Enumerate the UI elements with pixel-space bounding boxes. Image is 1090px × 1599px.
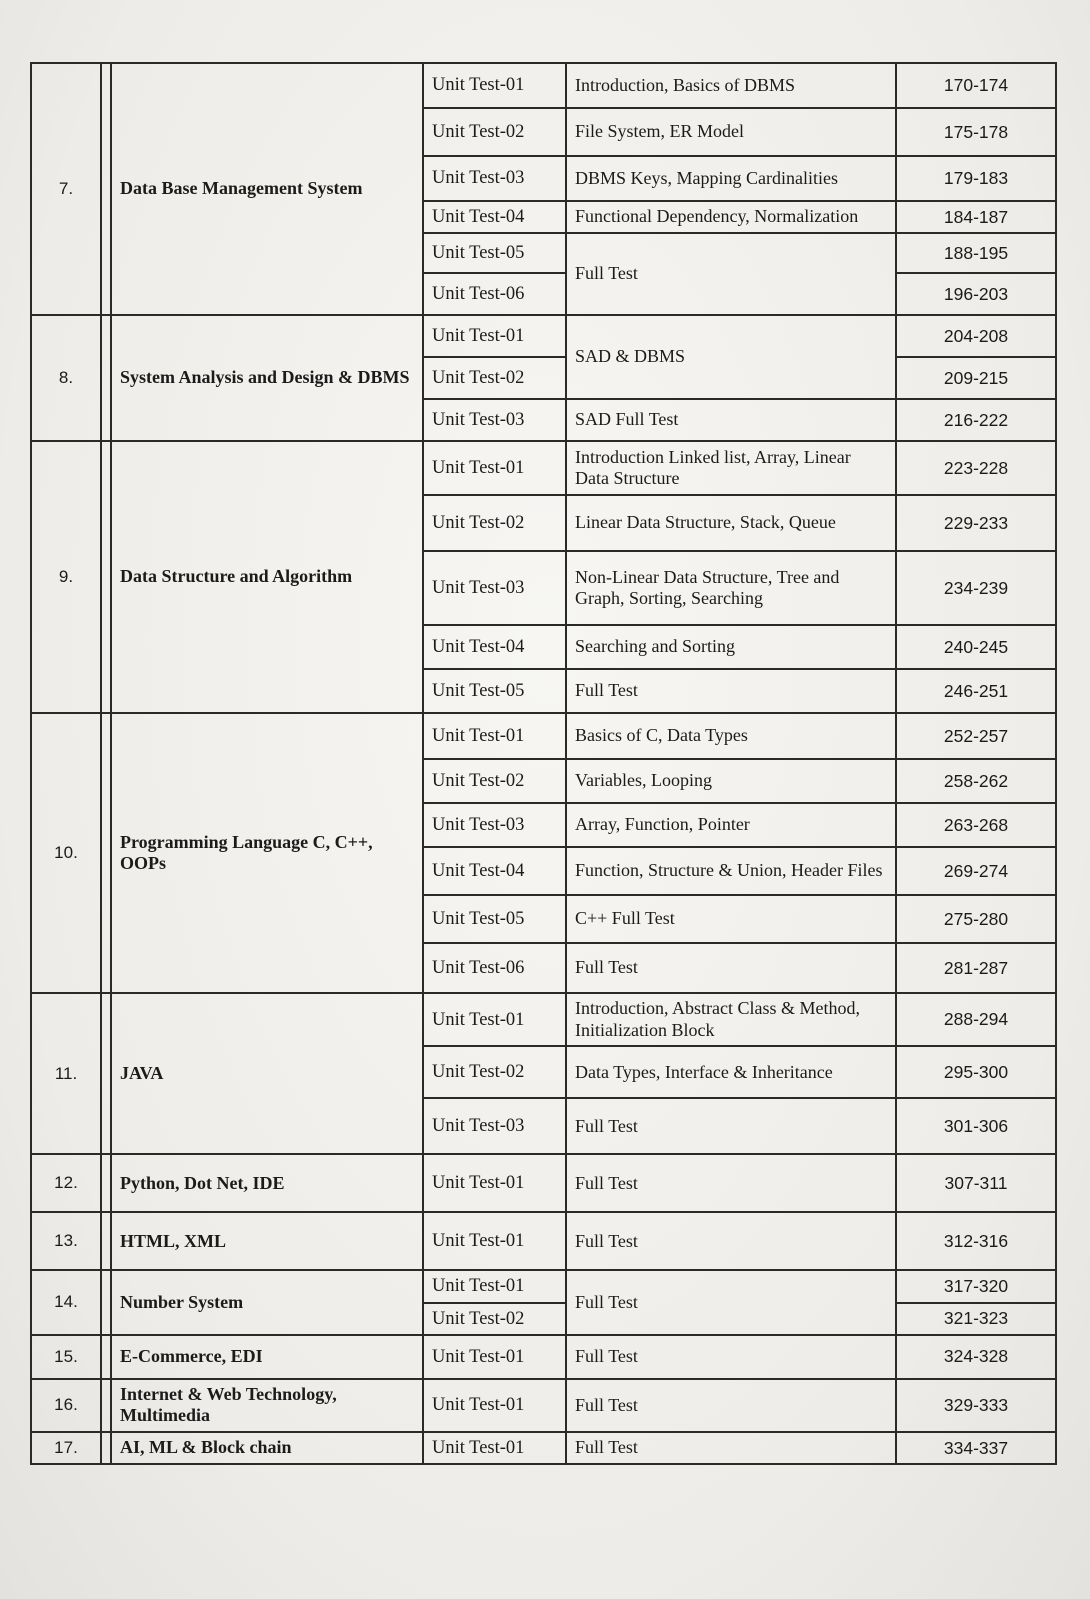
unit-test: Unit Test-01 [423, 1270, 566, 1302]
page-range: 188-195 [896, 233, 1056, 273]
unit-test: Unit Test-05 [423, 895, 566, 943]
subject-name: Number System [111, 1270, 423, 1334]
unit-test: Unit Test-06 [423, 943, 566, 993]
unit-test: Unit Test-02 [423, 1046, 566, 1098]
unit-test: Unit Test-01 [423, 1432, 566, 1464]
topic: Array, Function, Pointer [566, 803, 896, 847]
table-row [31, 1154, 1056, 1212]
page-range: 246-251 [896, 669, 1056, 713]
table-row [31, 315, 1056, 357]
topic: Introduction, Basics of DBMS [566, 63, 896, 108]
unit-test: Unit Test-05 [423, 669, 566, 713]
serial-number: 17. [31, 1432, 101, 1464]
serial-number: 15. [31, 1335, 101, 1379]
page-range: 240-245 [896, 625, 1056, 669]
table-row [31, 63, 1056, 108]
unit-test: Unit Test-03 [423, 399, 566, 441]
unit-test: Unit Test-02 [423, 495, 566, 551]
page-range: 329-333 [896, 1379, 1056, 1432]
topic: Full Test [566, 1432, 896, 1464]
topic: Full Test [566, 1212, 896, 1270]
page-range: 269-274 [896, 847, 1056, 895]
serial-number: 16. [31, 1379, 101, 1432]
unit-test: Unit Test-01 [423, 63, 566, 108]
table-row [31, 713, 1056, 759]
subject-name: Data Base Management System [111, 63, 423, 315]
topic: Non-Linear Data Structure, Tree and Graph, Sorting, Searching [566, 551, 896, 625]
unit-test: Unit Test-03 [423, 803, 566, 847]
page-range: 275-280 [896, 895, 1056, 943]
table-row [31, 441, 1056, 495]
topic: Full Test [566, 233, 896, 315]
topic: Data Types, Interface & Inheritance [566, 1046, 896, 1098]
subject-name: System Analysis and Design & DBMS [111, 315, 423, 441]
unit-test: Unit Test-01 [423, 1154, 566, 1212]
contents-table [30, 62, 1057, 1465]
page-range: 307-311 [896, 1154, 1056, 1212]
topic: Variables, Looping [566, 759, 896, 803]
subject-name: Programming Language C, C++, OOPs [111, 713, 423, 993]
table-row [31, 1335, 1056, 1379]
topic: Linear Data Structure, Stack, Queue [566, 495, 896, 551]
unit-test: Unit Test-06 [423, 273, 566, 315]
unit-test: Unit Test-02 [423, 357, 566, 399]
page-range: 334-337 [896, 1432, 1056, 1464]
unit-test: Unit Test-02 [423, 1303, 566, 1335]
topic: Basics of C, Data Types [566, 713, 896, 759]
page-range: 288-294 [896, 993, 1056, 1046]
serial-number: 12. [31, 1154, 101, 1212]
page-range: 281-287 [896, 943, 1056, 993]
topic: Full Test [566, 669, 896, 713]
page-range: 312-316 [896, 1212, 1056, 1270]
page-range: 223-228 [896, 441, 1056, 495]
serial-number: 7. [31, 63, 101, 315]
topic: Introduction Linked list, Array, Linear Data Structure [566, 441, 896, 495]
serial-number: 14. [31, 1270, 101, 1334]
page-range: 196-203 [896, 273, 1056, 315]
topic: Full Test [566, 1098, 896, 1154]
topic: Full Test [566, 1154, 896, 1212]
page-range: 209-215 [896, 357, 1056, 399]
topic: Full Test [566, 1379, 896, 1432]
page-range: 175-178 [896, 108, 1056, 156]
unit-test: Unit Test-04 [423, 201, 566, 233]
unit-test: Unit Test-01 [423, 1335, 566, 1379]
unit-test: Unit Test-03 [423, 156, 566, 201]
subject-name: Python, Dot Net, IDE [111, 1154, 423, 1212]
page-range: 295-300 [896, 1046, 1056, 1098]
unit-test: Unit Test-04 [423, 847, 566, 895]
subject-name: Data Structure and Algorithm [111, 441, 423, 713]
page-range: 216-222 [896, 399, 1056, 441]
unit-test: Unit Test-01 [423, 1379, 566, 1432]
unit-test: Unit Test-02 [423, 759, 566, 803]
page-range: 252-257 [896, 713, 1056, 759]
subject-name: Internet & Web Technology, Multimedia [111, 1379, 423, 1432]
page-range: 179-183 [896, 156, 1056, 201]
table-row [31, 993, 1056, 1046]
topic: Full Test [566, 1335, 896, 1379]
unit-test: Unit Test-04 [423, 625, 566, 669]
page-range: 263-268 [896, 803, 1056, 847]
table-row [31, 1212, 1056, 1270]
serial-number: 11. [31, 993, 101, 1154]
unit-test: Unit Test-01 [423, 993, 566, 1046]
page-range: 324-328 [896, 1335, 1056, 1379]
topic: C++ Full Test [566, 895, 896, 943]
unit-test: Unit Test-01 [423, 315, 566, 357]
unit-test: Unit Test-01 [423, 1212, 566, 1270]
unit-test: Unit Test-02 [423, 108, 566, 156]
unit-test: Unit Test-01 [423, 713, 566, 759]
topic: Functional Dependency, Normalization [566, 201, 896, 233]
serial-number: 9. [31, 441, 101, 713]
table-row [31, 1379, 1056, 1432]
page-range: 229-233 [896, 495, 1056, 551]
unit-test: Unit Test-01 [423, 441, 566, 495]
serial-number: 13. [31, 1212, 101, 1270]
page-range: 301-306 [896, 1098, 1056, 1154]
subject-name: HTML, XML [111, 1212, 423, 1270]
unit-test: Unit Test-03 [423, 1098, 566, 1154]
topic: Searching and Sorting [566, 625, 896, 669]
topic: Full Test [566, 943, 896, 993]
page-range: 204-208 [896, 315, 1056, 357]
page-range: 317-320 [896, 1270, 1056, 1302]
topic: File System, ER Model [566, 108, 896, 156]
serial-number: 8. [31, 315, 101, 441]
subject-name: AI, ML & Block chain [111, 1432, 423, 1464]
topic: SAD Full Test [566, 399, 896, 441]
table-row [31, 1432, 1056, 1464]
unit-test: Unit Test-03 [423, 551, 566, 625]
subject-name: JAVA [111, 993, 423, 1154]
topic: Full Test [566, 1270, 896, 1334]
page-range: 321-323 [896, 1303, 1056, 1335]
topic: SAD & DBMS [566, 315, 896, 399]
unit-test: Unit Test-05 [423, 233, 566, 273]
page-range: 184-187 [896, 201, 1056, 233]
table-row [31, 1270, 1056, 1302]
topic: Introduction, Abstract Class & Method, Initialization Block [566, 993, 896, 1046]
subject-name: E-Commerce, EDI [111, 1335, 423, 1379]
page-range: 258-262 [896, 759, 1056, 803]
topic: DBMS Keys, Mapping Cardinalities [566, 156, 896, 201]
serial-number: 10. [31, 713, 101, 993]
topic: Function, Structure & Union, Header Files [566, 847, 896, 895]
page-range: 234-239 [896, 551, 1056, 625]
page-range: 170-174 [896, 63, 1056, 108]
